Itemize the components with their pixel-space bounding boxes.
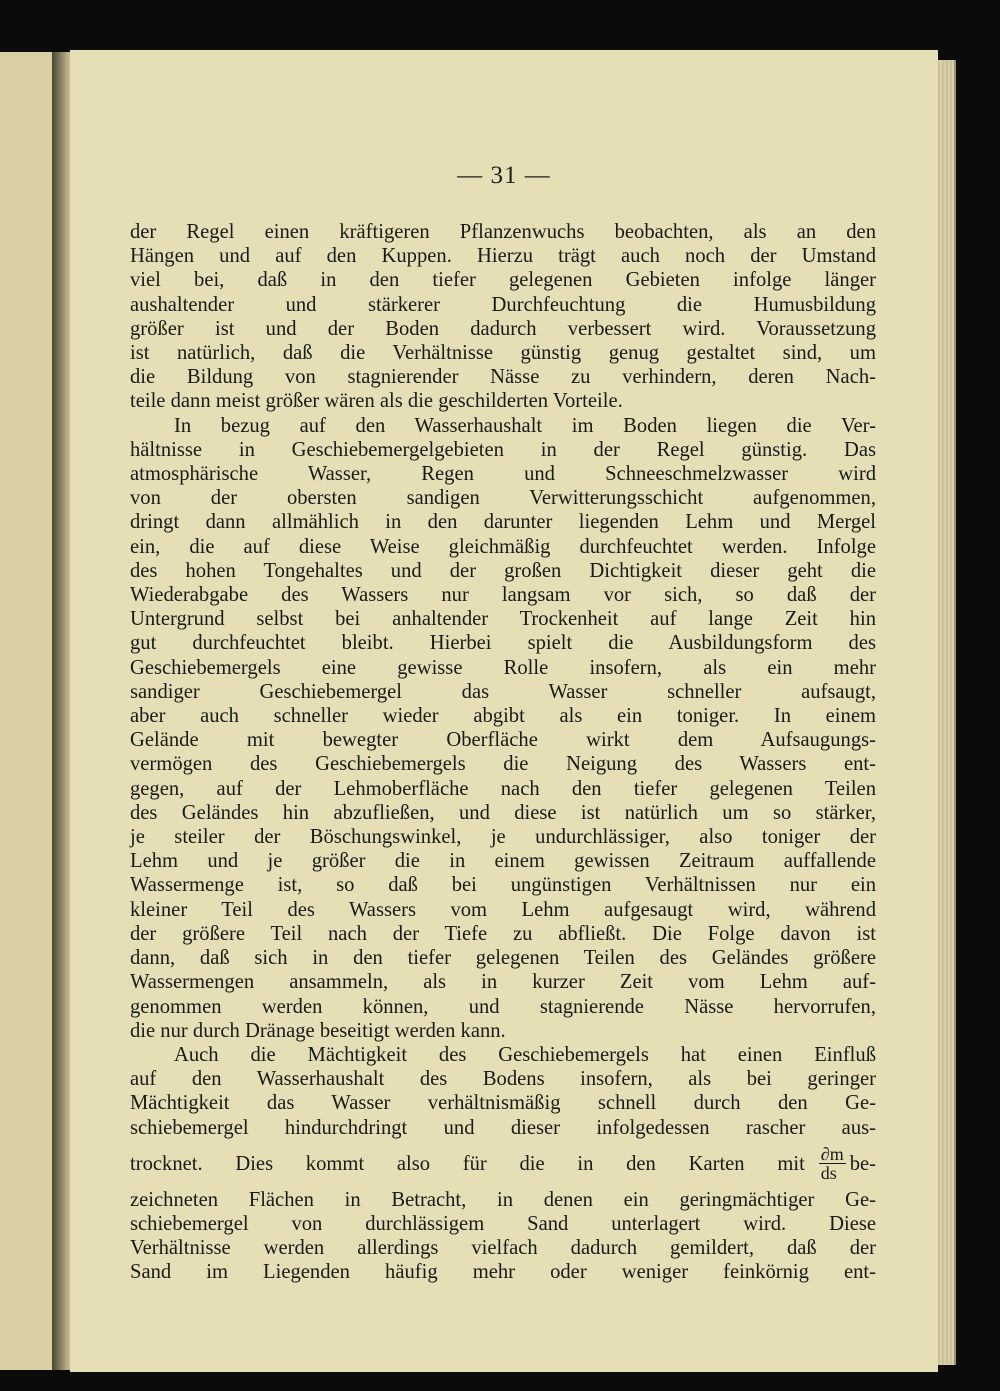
text-line: Hängen und auf den Kuppen. Hierzu trägt auch noch der Umstand bbox=[130, 245, 876, 268]
fraction-dm-ds bbox=[819, 1145, 846, 1182]
text-line: Verhältnisse werden allerdings vielfach dadurch gemildert, daß der bbox=[130, 1237, 876, 1260]
text-line: ist natürlich, daß die Verhältnisse günstig genug gestaltet sind, um bbox=[130, 342, 876, 365]
text-line: gegen, auf der Lehmoberfläche nach den tiefer gelegenen Teilen bbox=[130, 777, 876, 800]
book-page bbox=[70, 50, 938, 1372]
fraction-numerator: ∂m bbox=[820, 1144, 844, 1165]
fraction-denominator: ds bbox=[820, 1163, 837, 1184]
text-line: Geschiebemergels eine gewisse Rolle insofern, als ein mehr bbox=[130, 656, 876, 679]
formula-line-text-before: trocknet. Dies kommt also für die in den Karten mit bbox=[130, 1152, 805, 1175]
left-page-edge bbox=[0, 52, 55, 1370]
text-line: auf den Wasserhaushalt des Bodens insofern, als bei geringer bbox=[130, 1068, 876, 1091]
text-line: zeichneten Flächen in Betracht, in denen ein geringmächtiger Ge- bbox=[130, 1188, 876, 1211]
text-line: dringt dann allmählich in den darunter liegenden Lehm und Mergel bbox=[130, 511, 876, 534]
formula-line-text-after: be- bbox=[849, 1152, 876, 1175]
text-line: Lehm und je größer die in einem gewissen Zeitraum auffallende bbox=[130, 850, 876, 873]
text-line: atmosphärische Wasser, Regen und Schneeschmelzwasser wird bbox=[130, 463, 876, 486]
text-line: Wassermengen ansammeln, als in kurzer Zeit vom Lehm auf- bbox=[130, 971, 876, 994]
text-line: ein, die auf diese Weise gleichmäßig durchfeuchtet werden. Infolge bbox=[130, 535, 876, 558]
body-text bbox=[130, 220, 876, 1285]
text-line: des hohen Tongehaltes und der großen Dichtigkeit dieser geht die bbox=[130, 559, 876, 582]
formula-line bbox=[130, 1140, 876, 1188]
text-line: die Bildung von stagnierender Nässe zu verhindern, deren Nach- bbox=[130, 366, 876, 389]
text-line: des Geländes hin abzufließen, und diese ist natürlich um so stärker, bbox=[130, 801, 876, 824]
text-line: Wiederabgabe des Wassers nur langsam vor sich, so daß der bbox=[130, 584, 876, 607]
page-number: — 31 — bbox=[457, 162, 551, 189]
text-line: der Regel einen kräftigeren Pflanzenwuchs beobachten, als an den bbox=[130, 221, 876, 243]
text-line: Auch die Mächtigkeit des Geschiebemergels hat einen Einfluß bbox=[174, 1043, 876, 1066]
text-line: die nur durch Dränage beseitigt werden kann. bbox=[130, 1019, 506, 1042]
text-line: Mächtigkeit das Wasser verhältnismäßig schnell durch den Ge- bbox=[130, 1092, 876, 1115]
text-line: Wassermenge ist, so daß bei ungünstigen Verhältnissen nur ein bbox=[130, 874, 876, 897]
text-line: genommen werden können, und stagnierende Nässe hervorrufen, bbox=[130, 995, 876, 1018]
text-line: Gelände mit bewegter Oberfläche wirkt dem Aufsaugungs- bbox=[130, 729, 876, 752]
text-line: teile dann meist größer wären als die geschilderten Vorteile. bbox=[130, 390, 623, 413]
text-line: dann, daß sich in den tiefer gelegenen Teilen des Geländes größere bbox=[130, 947, 876, 970]
text-line: gut durchfeuchtet bleibt. Hierbei spielt die Ausbildungsform des bbox=[130, 632, 876, 655]
text-line: von der obersten sandigen Verwitterungsschicht aufgenommen, bbox=[130, 487, 876, 510]
text-line: schiebemergel hindurchdringt und dieser infolgedessen rascher aus- bbox=[130, 1116, 876, 1139]
text-line: Sand im Liegenden häufig mehr oder weniger feinkörnig ent- bbox=[130, 1261, 876, 1284]
text-line: kleiner Teil des Wassers vom Lehm aufgesaugt wird, während bbox=[130, 898, 876, 921]
text-line: viel bei, daß in den tiefer gelegenen Gebieten infolge länger bbox=[130, 269, 876, 292]
text-line: je steiler der Böschungswinkel, je undurchlässiger, also toniger der bbox=[130, 826, 876, 849]
text-line: sandiger Geschiebemergel das Wasser schneller aufsaugt, bbox=[130, 680, 876, 703]
text-line: vermögen des Geschiebemergels die Neigung des Wassers ent- bbox=[130, 753, 876, 776]
text-line: Untergrund selbst bei anhaltender Trockenheit auf lange Zeit hin bbox=[130, 608, 876, 631]
text-line: der größere Teil nach der Tiefe zu abfließt. Die Folge davon ist bbox=[130, 922, 876, 945]
text-line: hältnisse in Geschiebemergelgebieten in der Regel günstig. Das bbox=[130, 438, 876, 461]
text-line: schiebemergel von durchlässigem Sand unterlagert wird. Diese bbox=[130, 1212, 876, 1235]
text-line: aber auch schneller wieder abgibt als ein toniger. In einem bbox=[130, 705, 876, 728]
text-line: In bezug auf den Wasserhaushalt im Boden liegen die Ver- bbox=[174, 414, 876, 437]
text-line: größer ist und der Boden dadurch verbessert wird. Voraussetzung bbox=[130, 317, 876, 340]
text-line: aushaltender und stärkerer Durchfeuchtung die Humusbildung bbox=[130, 293, 876, 316]
